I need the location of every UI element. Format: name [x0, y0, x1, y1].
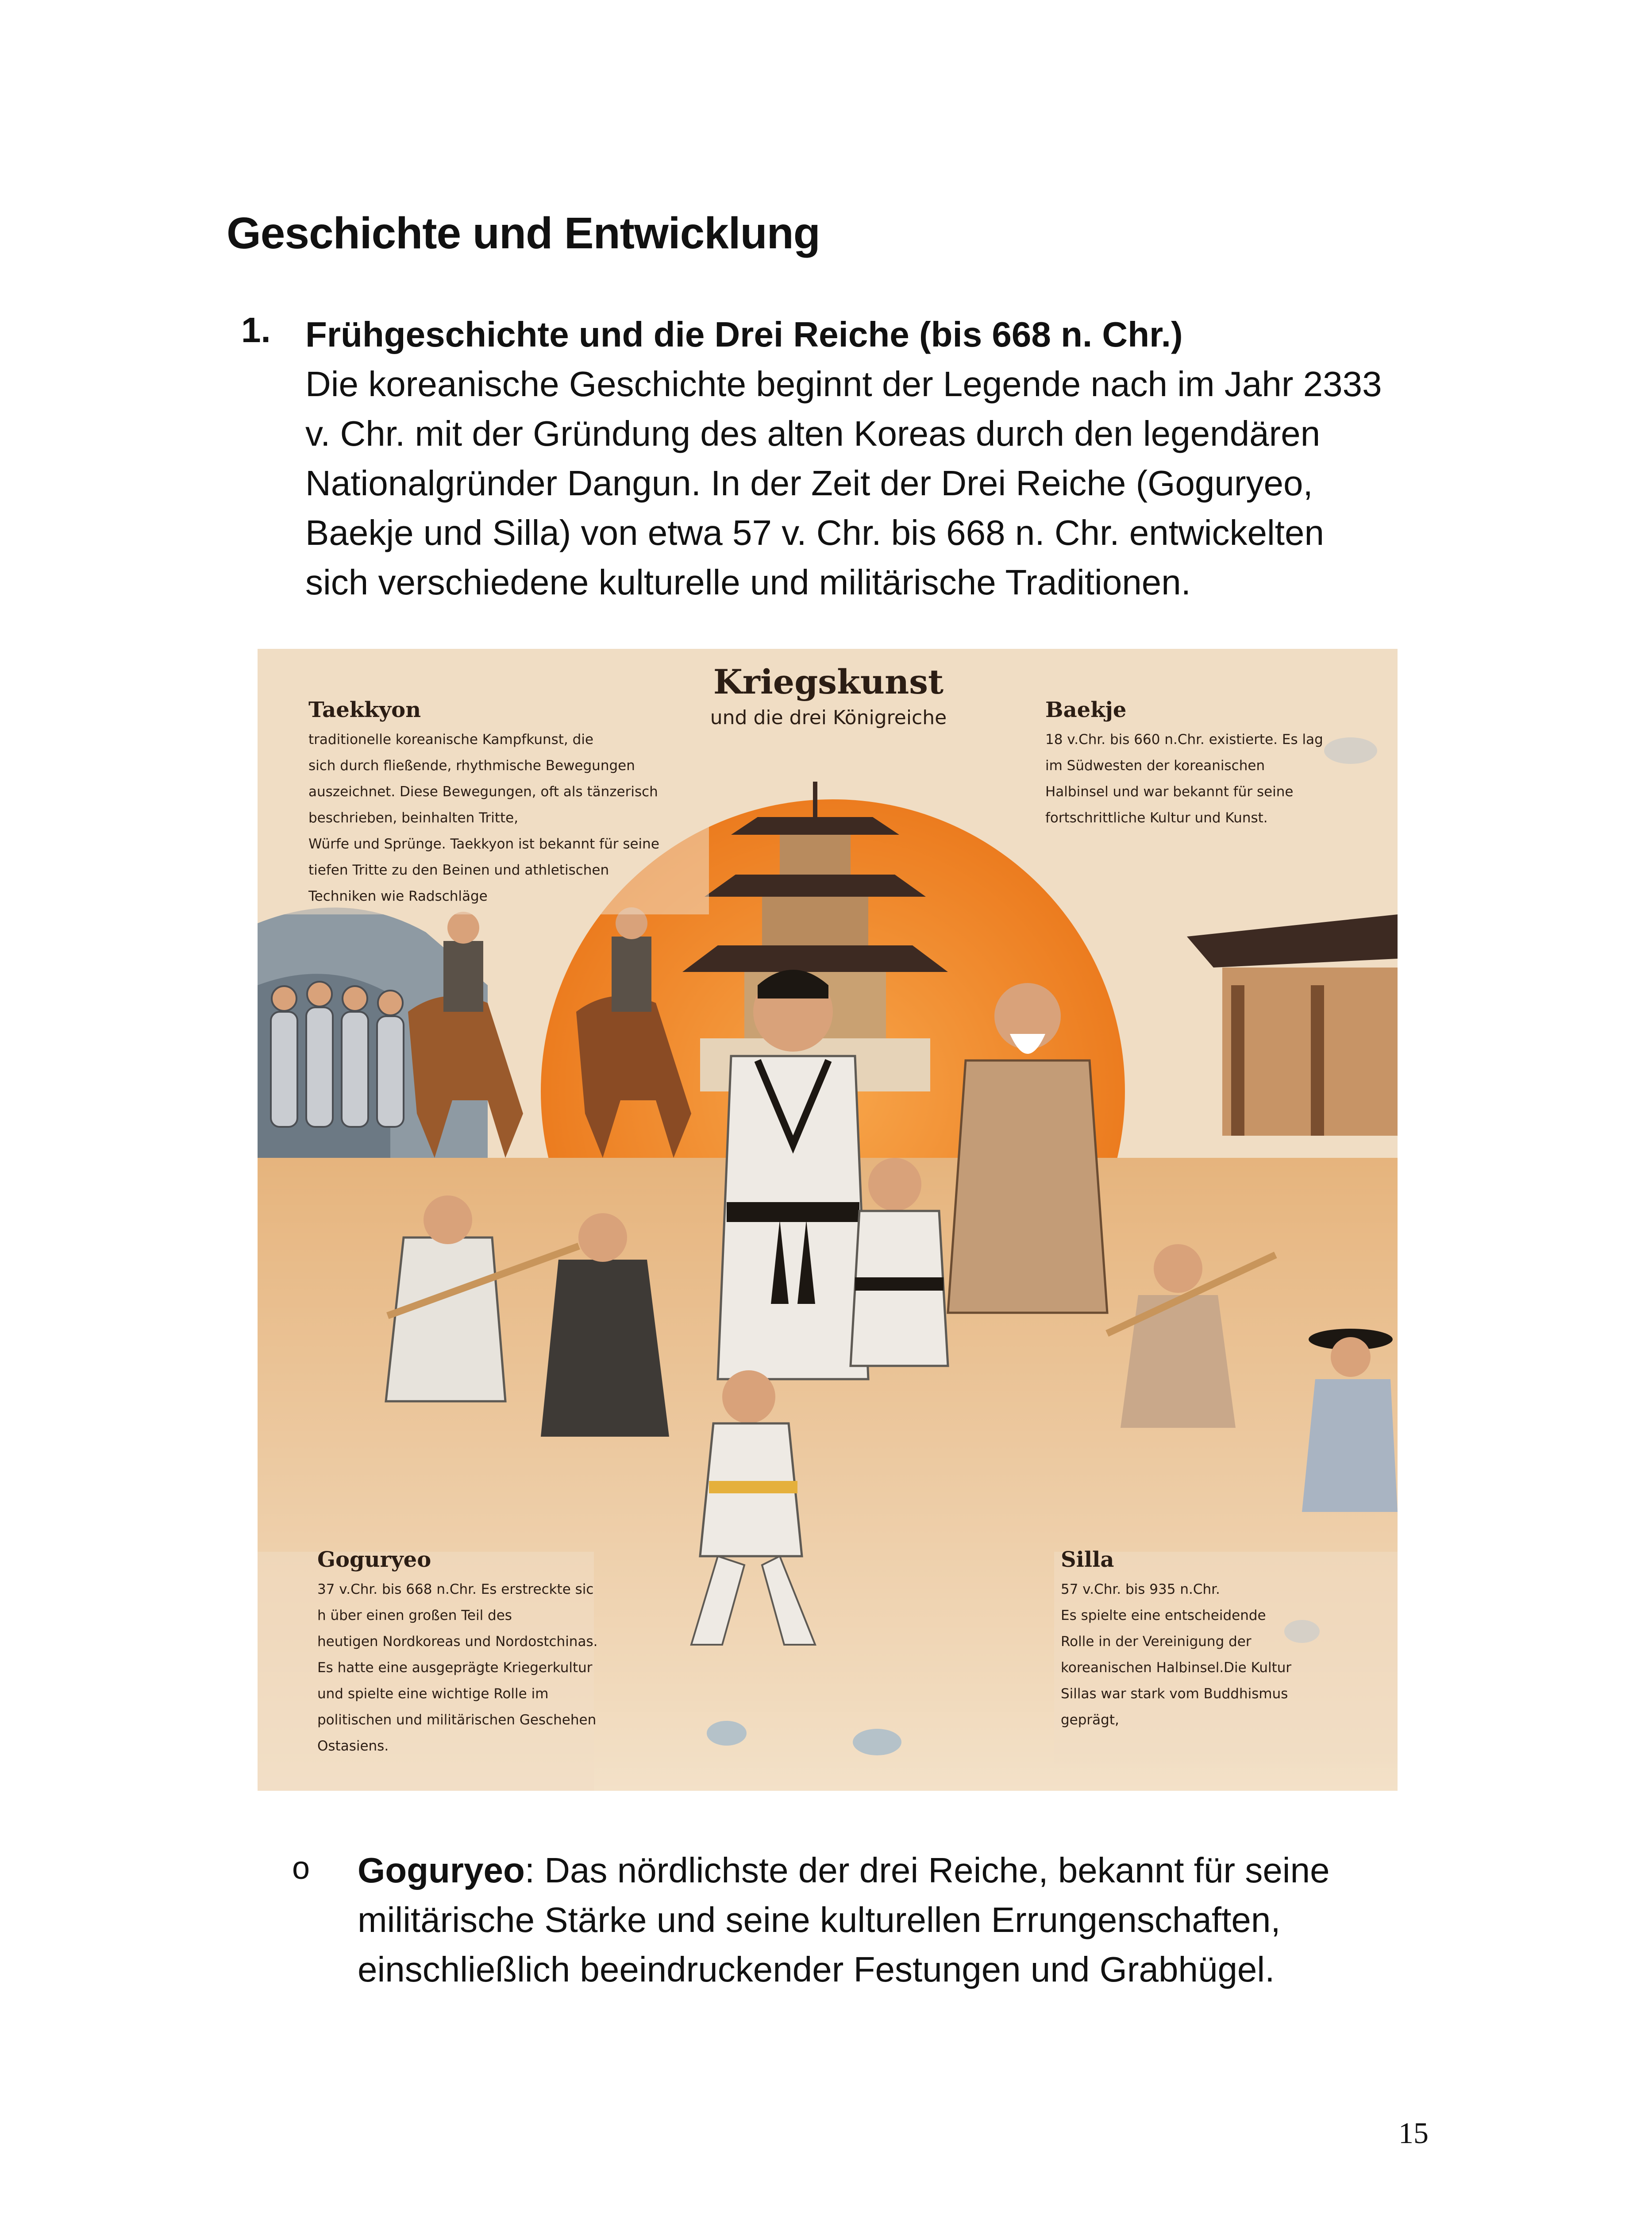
list-item-title: Frühgeschichte und die Drei Reiche (bis 668 n. Chr.)	[305, 315, 1183, 354]
textbox-line: Rolle in der Vereinigung der	[1061, 1634, 1252, 1650]
textbox-line: h über einen großen Teil des	[317, 1608, 512, 1623]
textbox-line: Würfe und Sprünge. Taekkyon ist bekannt für seine	[308, 836, 659, 852]
textbox-line: und spielte eine wichtige Rolle im	[317, 1686, 549, 1702]
bullet-term: Goguryeo	[358, 1851, 525, 1890]
paragraph-line: sich verschiedene kulturelle und militärische Traditionen.	[305, 563, 1191, 602]
baekje-textbox	[1045, 698, 1323, 831]
textbox-line: traditionelle koreanische Kampfkunst, die	[308, 732, 594, 748]
textbox-line: auszeichnet. Diese Bewegungen, oft als tänzerisch	[308, 784, 658, 800]
silla-heading: Silla	[1061, 1547, 1114, 1572]
textbox-line: Es spielte eine entscheidende	[1061, 1608, 1266, 1623]
silla-textbox	[1061, 1547, 1291, 1733]
illustration-subtitle: und die drei Königreiche	[710, 706, 947, 729]
bullet-line: militärische Stärke und seine kulturellen Errungenschaften,	[358, 1900, 1281, 1939]
textbox-line: beschrieben, beinhalten Tritte,	[308, 810, 519, 826]
textbox-line: geprägt,	[1061, 1712, 1119, 1728]
paragraph-line: Die koreanische Geschichte beginnt der Legende nach im Jahr 2333	[305, 364, 1382, 404]
taekkyon-textbox	[308, 698, 659, 910]
textbox-line: politischen und militärischen Geschehen	[317, 1712, 597, 1728]
list-item-early-history	[305, 310, 1438, 607]
taekkyon-heading: Taekkyon	[308, 698, 421, 722]
illustration-title: Kriegskunst	[713, 662, 944, 702]
textbox-line: Techniken wie Radschläge	[308, 888, 488, 904]
list-number: 1.	[241, 310, 271, 350]
textbox-line: Sillas war stark vom Buddhismus	[1061, 1686, 1288, 1702]
paragraph-line: Baekje und Silla) von etwa 57 v. Chr. bis 668 n. Chr. entwickelten	[305, 513, 1324, 552]
baekje-heading: Baekje	[1045, 698, 1127, 722]
goguryeo-textbox	[317, 1547, 597, 1759]
martial-arts-illustration	[258, 649, 1398, 1791]
textbox-line: heutigen Nordkoreas und Nordostchinas.	[317, 1634, 598, 1650]
textbox-line: tiefen Tritte zu den Beinen und athletischen	[308, 862, 609, 878]
textbox-line: Ostasiens.	[317, 1738, 389, 1754]
textbox-line: im Südwesten der koreanischen	[1045, 758, 1265, 774]
bullet-marker: o	[292, 1851, 310, 1886]
goguryeo-heading: Goguryeo	[317, 1547, 431, 1572]
bullet-line	[358, 1846, 1437, 1895]
textbox-line: 57 v.Chr. bis 935 n.Chr.	[1061, 1581, 1220, 1597]
bullet-line: einschließlich beeindruckender Festungen und Grabhügel.	[358, 1950, 1275, 1989]
textbox-line: fortschrittliche Kultur und Kunst.	[1045, 810, 1268, 826]
paragraph-line: v. Chr. mit der Gründung des alten Koreas durch den legendären	[305, 414, 1321, 453]
textbox-line: Halbinsel und war bekannt für seine	[1045, 784, 1294, 800]
textbox-line: Es hatte eine ausgeprägte Kriegerkultur	[317, 1660, 593, 1676]
bullet-item-goguryeo	[358, 1846, 1437, 1994]
textbox-line: 37 v.Chr. bis 668 n.Chr. Es erstreckte sic	[317, 1581, 594, 1597]
textbox-line: 18 v.Chr. bis 660 n.Chr. existierte. Es lag	[1045, 732, 1323, 748]
bullet-line-text: : Das nördlichste der drei Reiche, bekannt für seine	[524, 1851, 1330, 1890]
textbox-line: koreanischen Halbinsel.Die Kultur	[1061, 1660, 1292, 1676]
page-number: 15	[1398, 2116, 1429, 2150]
textbox-line: sich durch fließende, rhythmische Bewegungen	[308, 758, 635, 774]
paragraph-line: Nationalgründer Dangun. In der Zeit der Drei Reiche (Goguryeo,	[305, 463, 1313, 503]
section-heading: Geschichte und Entwicklung	[227, 208, 820, 258]
